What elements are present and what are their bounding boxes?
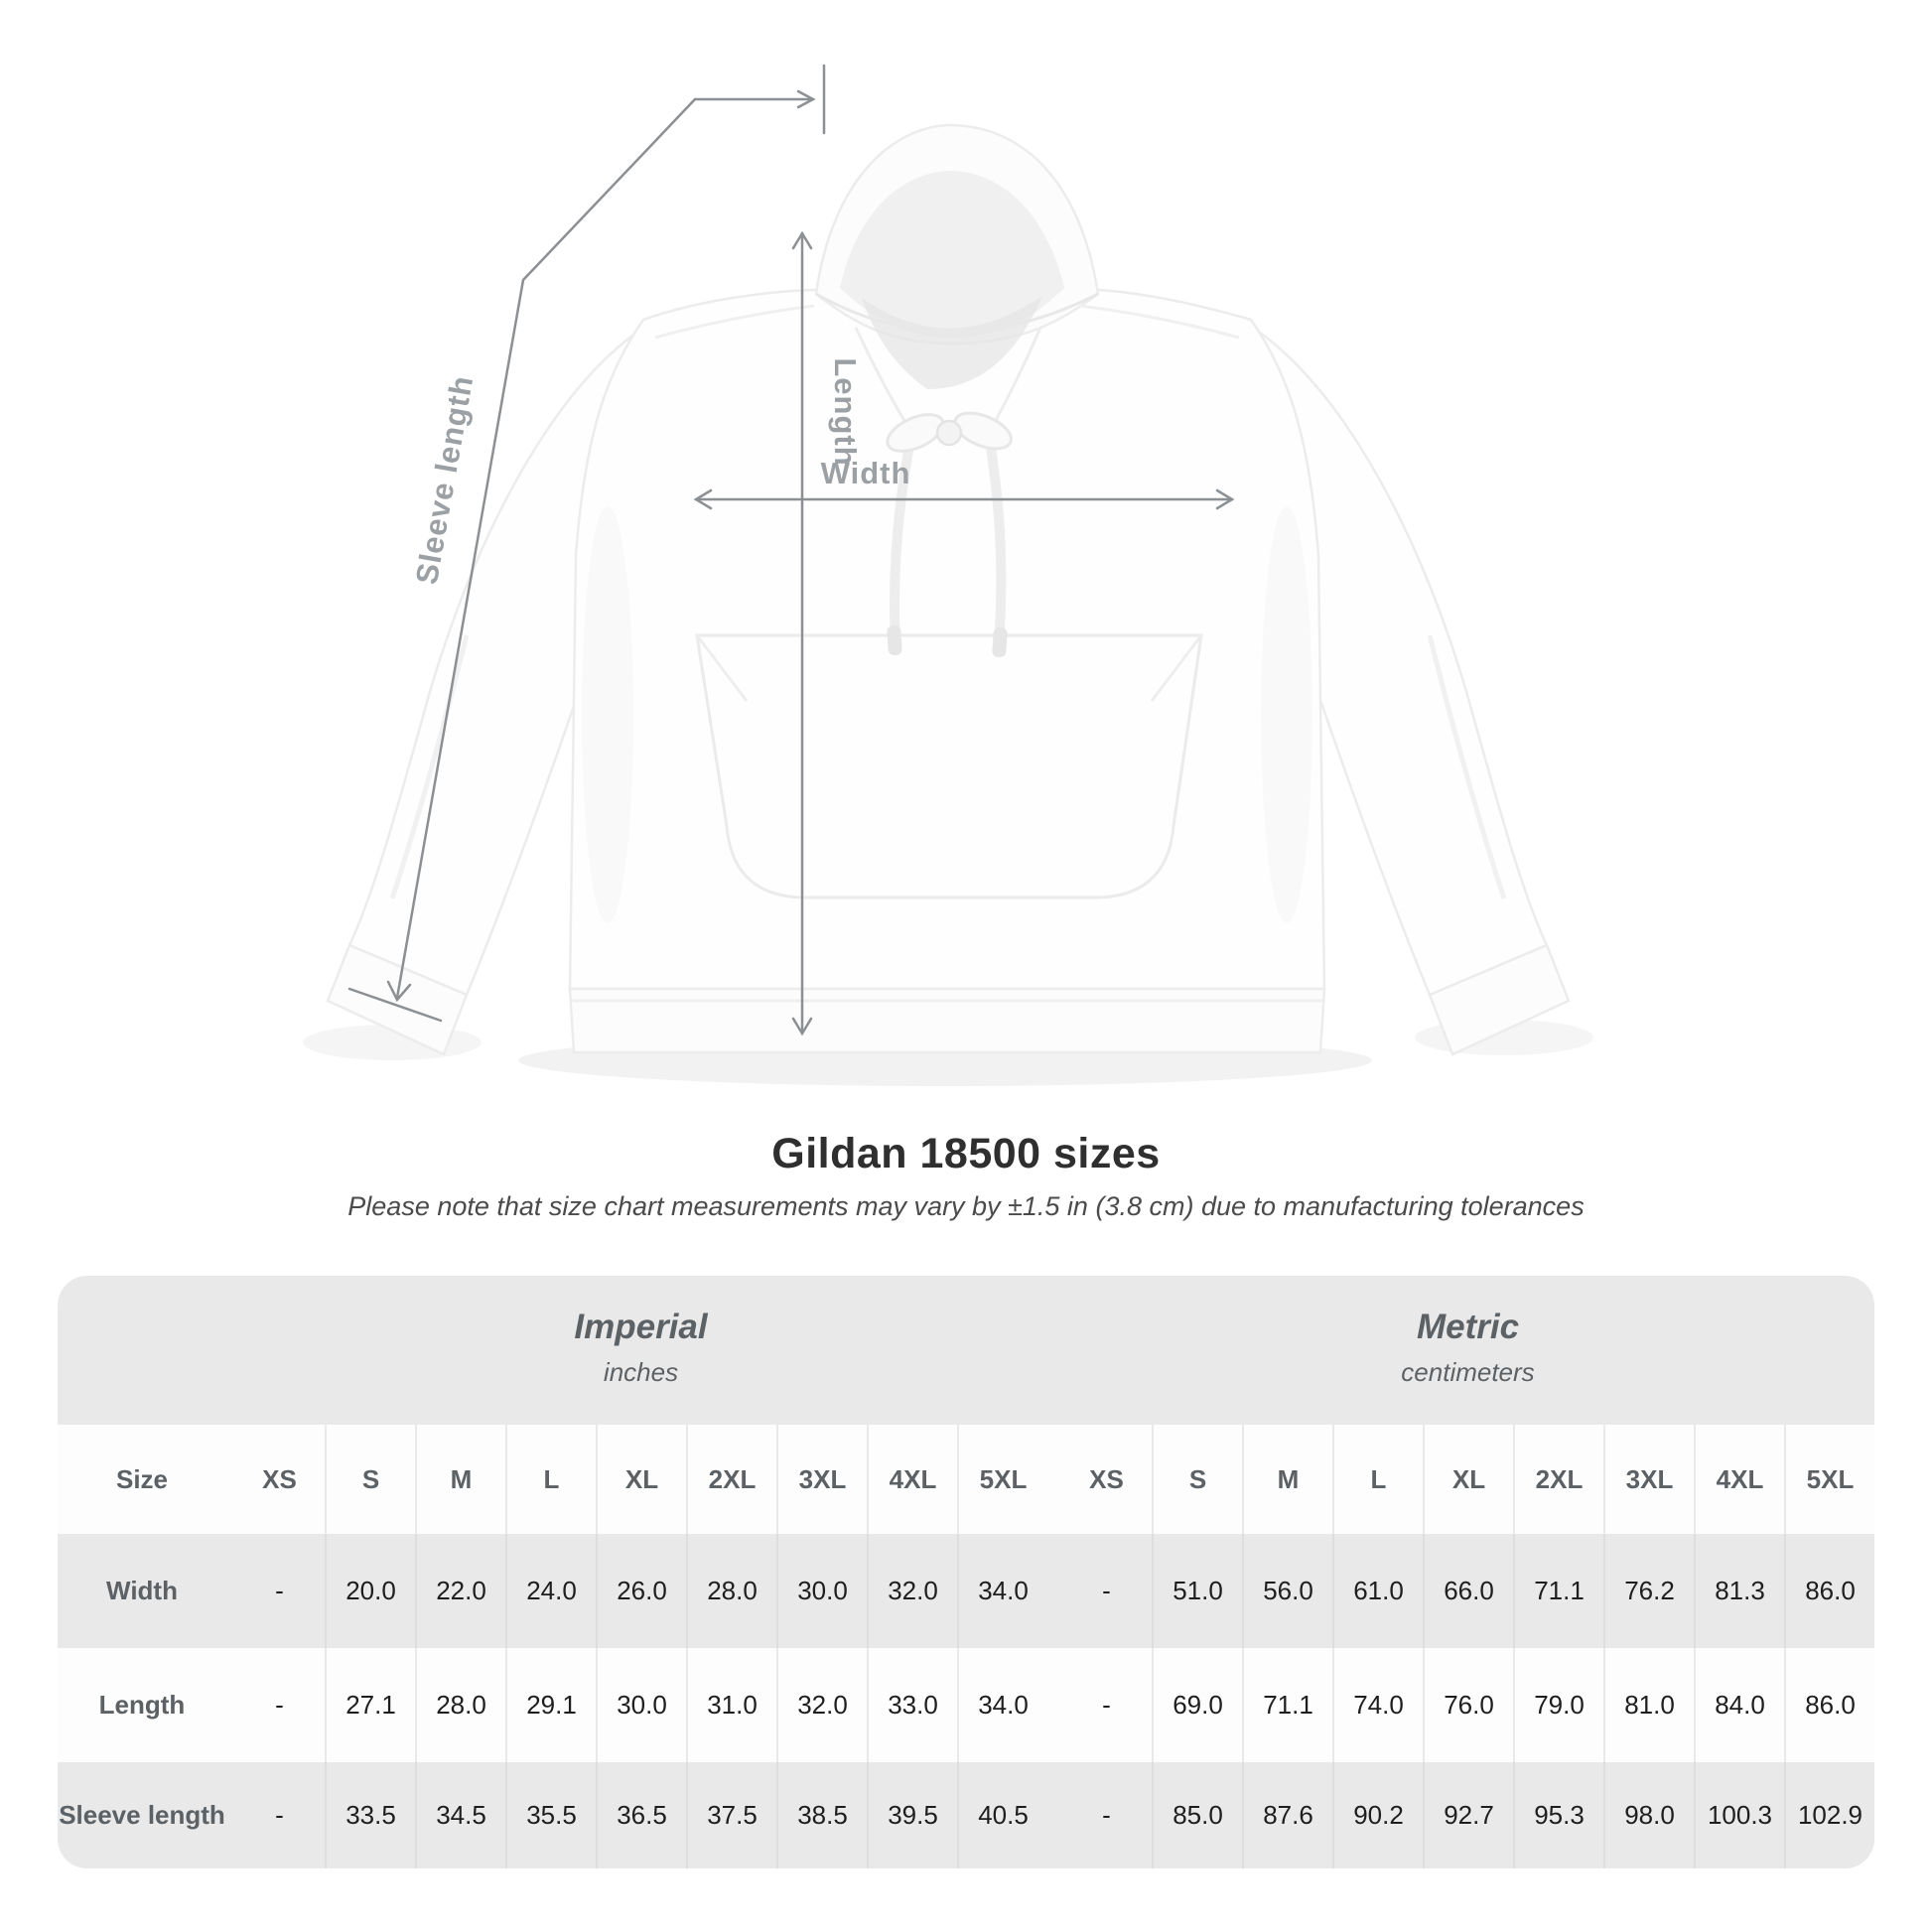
width-metric-cell: 71.1 [1513, 1534, 1603, 1648]
sleeve-length-metric-cell: 90.2 [1332, 1762, 1423, 1868]
length-imperial-cell: 31.0 [686, 1648, 776, 1762]
length-imperial-cell: 30.0 [596, 1648, 686, 1762]
width-imperial-cell: - [275, 1576, 284, 1605]
length-label: Length [98, 1690, 186, 1720]
size-header-metric-cell: XS [1089, 1463, 1124, 1494]
width-imperial-cell: 30.0 [776, 1534, 867, 1648]
length-row [58, 1648, 1874, 1762]
width-metric-cell: 86.0 [1784, 1534, 1874, 1648]
size-header-metric-cell: M [1242, 1425, 1332, 1534]
size-header-metric-cell: 2XL [1513, 1425, 1603, 1534]
size-header-imperial-cell: XL [596, 1425, 686, 1534]
width-label: Width [106, 1576, 178, 1605]
length-imperial-cell: 29.1 [505, 1648, 596, 1762]
sleeve-length-imperial-cell: 37.5 [686, 1762, 776, 1868]
sleeve-length-imperial-cell: 40.5 [957, 1762, 1047, 1868]
sleeve-length-imperial-cell: 38.5 [776, 1762, 867, 1868]
size-chart-table [58, 1276, 1874, 1868]
sleeve-length-imperial-cell: 34.5 [415, 1762, 505, 1868]
length-imperial-cell: 32.0 [776, 1648, 867, 1762]
right-side-shade [1261, 506, 1312, 923]
width-imperial-cell: 22.0 [415, 1534, 505, 1648]
sleeve-length-metric-cell: - [1102, 1800, 1111, 1830]
unit-header-band [58, 1276, 1874, 1425]
sleeve-length-metric-cell: 95.3 [1513, 1762, 1603, 1868]
length-imperial-cell: 33.0 [867, 1648, 957, 1762]
column-gap [226, 1425, 234, 1534]
sleeve-length-imperial-cell: 36.5 [596, 1762, 686, 1868]
size-header-row [58, 1425, 1874, 1534]
length-metric-cell: 69.0 [1152, 1648, 1242, 1762]
width-imperial-cell: 26.0 [596, 1534, 686, 1648]
width-imperial-cell: 24.0 [505, 1534, 596, 1648]
size-header-imperial-cell: 5XL [957, 1425, 1047, 1534]
size-header-imperial-cell: M [415, 1425, 505, 1534]
sleeve-length-metric-cell: 98.0 [1603, 1762, 1694, 1868]
width-metric-cell: 61.0 [1332, 1534, 1423, 1648]
sleeve-length-imperial-cell: 39.5 [867, 1762, 957, 1868]
sleeve-length-metric-cell: 102.9 [1784, 1762, 1874, 1868]
width-metric-cell: - [1102, 1576, 1111, 1605]
metric-sublabel: centimeters [1401, 1357, 1535, 1387]
size-header-label: Size [115, 1463, 169, 1494]
sleeve-length-metric-cell: 85.0 [1152, 1762, 1242, 1868]
group-divider [1047, 1762, 1061, 1868]
size-header-imperial-cell: L [505, 1425, 596, 1534]
sleeve-length-imperial-cell: - [275, 1800, 284, 1830]
width-metric-cell: 81.3 [1694, 1534, 1784, 1648]
length-metric-cell: - [1102, 1690, 1111, 1720]
tolerance-note: Please note that size chart measurements may vary by ±1.5 in (3.8 cm) due to manufacturing tolerances [347, 1191, 1585, 1221]
column-gap [226, 1534, 234, 1648]
imperial-header [234, 1276, 1047, 1425]
sleeve-length-metric-cell: 100.3 [1694, 1762, 1784, 1868]
length-imperial-cell: 28.0 [415, 1648, 505, 1762]
length-label: Length [828, 357, 863, 467]
group-divider [1047, 1534, 1061, 1648]
width-metric-cell: 51.0 [1152, 1534, 1242, 1648]
size-header-imperial-cell: XS [262, 1463, 297, 1494]
sleeve-length-metric-cell: 87.6 [1242, 1762, 1332, 1868]
size-header-metric-cell: XL [1423, 1425, 1513, 1534]
size-header-metric-cell: 5XL [1784, 1425, 1874, 1534]
length-imperial-cell: - [275, 1690, 284, 1720]
width-imperial-cell: 20.0 [325, 1534, 415, 1648]
width-metric-cell: 76.2 [1603, 1534, 1694, 1648]
width-metric-cell: 66.0 [1423, 1534, 1513, 1648]
length-metric-cell: 71.1 [1242, 1648, 1332, 1762]
length-metric-cell: 79.0 [1513, 1648, 1603, 1762]
size-header-imperial-cell: 3XL [776, 1425, 867, 1534]
column-gap [226, 1648, 234, 1762]
imperial-label: Imperial [574, 1308, 708, 1346]
size-header-imperial-cell: 2XL [686, 1425, 776, 1534]
metric-header [1061, 1276, 1874, 1425]
width-imperial-cell: 34.0 [957, 1534, 1047, 1648]
size-header-metric-cell: S [1152, 1425, 1242, 1534]
size-header-metric-cell: 4XL [1694, 1425, 1784, 1534]
width-imperial-cell: 32.0 [867, 1534, 957, 1648]
sleeve-length-label: Sleeve length [408, 372, 481, 588]
width-row [58, 1534, 1874, 1648]
sleeve-length-label: Sleeve length [59, 1800, 225, 1830]
kangaroo-pocket [697, 635, 1201, 897]
width-label: Width [820, 456, 911, 490]
left-side-shade [582, 506, 633, 923]
sleeve-length-imperial-cell: 35.5 [505, 1762, 596, 1868]
size-header-imperial-cell: 4XL [867, 1425, 957, 1534]
length-imperial-cell: 27.1 [325, 1648, 415, 1762]
sleeve-length-metric-cell: 92.7 [1423, 1762, 1513, 1868]
length-metric-cell: 76.0 [1423, 1648, 1513, 1762]
length-metric-cell: 74.0 [1332, 1648, 1423, 1762]
length-imperial-cell: 34.0 [957, 1648, 1047, 1762]
group-divider [1047, 1648, 1061, 1762]
size-header-metric-cell: 3XL [1603, 1425, 1694, 1534]
sleeve-length-row [58, 1762, 1874, 1868]
length-metric-cell: 81.0 [1603, 1648, 1694, 1762]
width-metric-cell: 56.0 [1242, 1534, 1332, 1648]
size-header-metric-cell: L [1332, 1425, 1423, 1534]
sleeve-length-imperial-cell: 33.5 [325, 1762, 415, 1868]
imperial-sublabel: inches [603, 1357, 679, 1387]
width-imperial-cell: 28.0 [686, 1534, 776, 1648]
group-divider [1047, 1425, 1061, 1534]
page-title: Gildan 18500 sizes [771, 1130, 1161, 1177]
column-gap [226, 1762, 234, 1868]
size-header-imperial-cell: S [325, 1425, 415, 1534]
length-metric-cell: 84.0 [1694, 1648, 1784, 1762]
hem-band [570, 989, 1324, 1052]
metric-label: Metric [1416, 1308, 1520, 1346]
length-metric-cell: 86.0 [1784, 1648, 1874, 1762]
